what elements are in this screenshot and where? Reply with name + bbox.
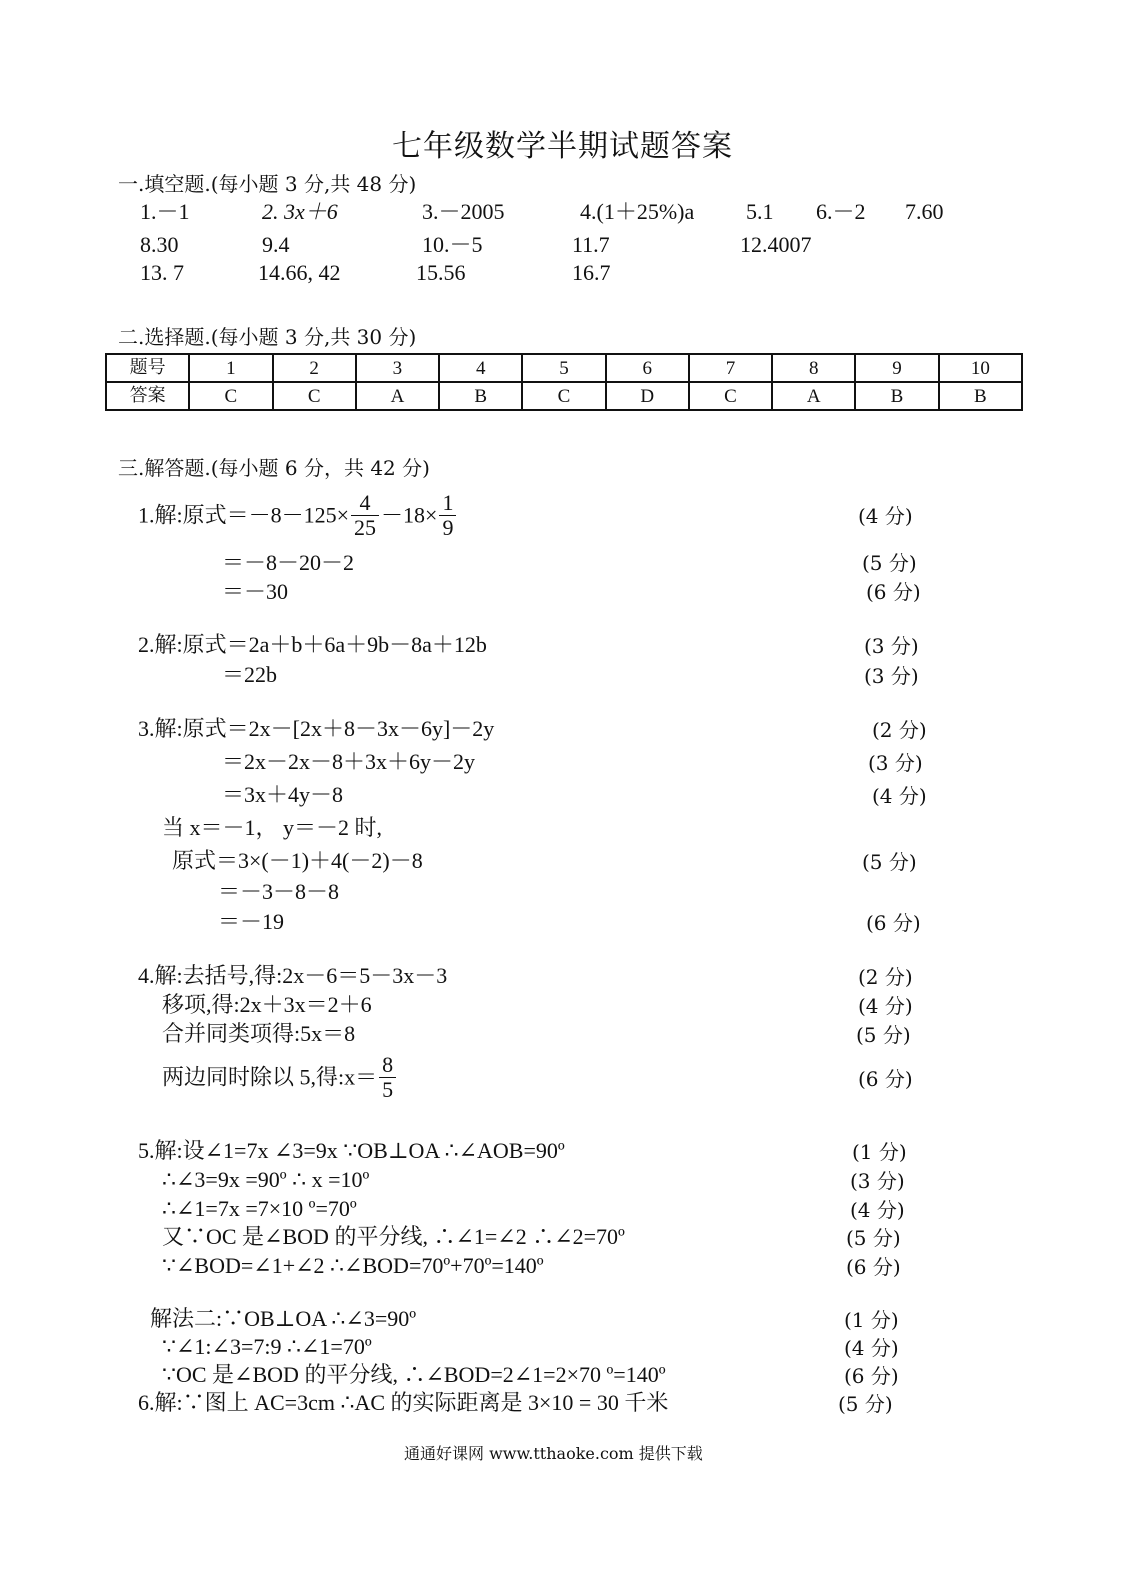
score-label: (2 分) xyxy=(872,718,927,742)
table-cell: B xyxy=(855,382,938,410)
score-label: (4 分) xyxy=(858,994,913,1018)
fill-answer: 10.－5 xyxy=(422,232,483,257)
page-title: 七年级数学半期试题答案 xyxy=(392,129,733,164)
fill-answer: 1.－1 xyxy=(140,199,190,224)
table-cell: 1 xyxy=(189,354,272,382)
score-label: (5 分) xyxy=(846,1226,901,1250)
problem1-expression: －18× xyxy=(381,502,438,528)
problem4-line1: 4.解:去括号,得:2x－6＝5－3x－3 xyxy=(138,963,448,988)
table-cell: A xyxy=(772,382,855,410)
problem2-line1: 2.解:原式＝2a＋b＋6a＋9b－8a＋12b xyxy=(138,632,487,657)
fill-answer: 13. 7 xyxy=(140,260,184,285)
problem3-line1: 3.解:原式＝2x－[2x＋8－3x－6y]－2y xyxy=(138,716,495,741)
score-label: (5 分) xyxy=(838,1392,893,1416)
problem1-line2: ＝－8－20－2 xyxy=(222,550,355,575)
score-label: (4 分) xyxy=(858,504,913,528)
score-label: (3 分) xyxy=(850,1169,905,1193)
score-label: (5 分) xyxy=(856,1023,911,1047)
table-cell: 2 xyxy=(273,354,356,382)
table-cell: D xyxy=(606,382,689,410)
problem3-line5: 原式＝3×(－1)＋4(－2)－8 xyxy=(172,848,423,873)
table-cell: C xyxy=(273,382,356,410)
table-cell: A xyxy=(356,382,439,410)
problem5b-line1: 解法二:∵OB⊥OA ∴∠3=90º xyxy=(150,1306,417,1331)
problem1-line3: ＝－30 xyxy=(222,579,289,604)
fill-answer: 15.56 xyxy=(416,260,466,285)
problem5-line5: ∵∠BOD=∠1+∠2 ∴∠BOD=70º+70º=140º xyxy=(162,1253,544,1278)
problem3-line3: ＝3x＋4y－8 xyxy=(222,782,344,807)
problem4-line4 xyxy=(162,1053,398,1102)
problem1-line1 xyxy=(138,491,458,540)
score-label: (3 分) xyxy=(868,751,923,775)
problem5-line1: 5.解:设∠1=7x ∠3=9x ∵OB⊥OA ∴∠AOB=90º xyxy=(138,1138,565,1163)
fraction-denominator: 9 xyxy=(442,515,454,541)
answer-table xyxy=(105,353,1023,411)
table-cell: 4 xyxy=(439,354,522,382)
score-label: (4 分) xyxy=(850,1198,905,1222)
table-cell: 8 xyxy=(772,354,855,382)
fraction xyxy=(351,491,379,540)
table-header-cell: 答案 xyxy=(106,382,189,410)
problem2-line2: ＝22b xyxy=(222,662,278,687)
problem3-line6: ＝－3－8－8 xyxy=(218,879,340,904)
problem3-line2: ＝2x－2x－8＋3x＋6y－2y xyxy=(222,749,476,774)
fill-answer: 12.4007 xyxy=(740,232,812,257)
fill-answer: 9.4 xyxy=(262,232,290,257)
table-cell: 3 xyxy=(356,354,439,382)
table-cell: C xyxy=(189,382,272,410)
problem1-expression: 1.解:原式＝－8－125× xyxy=(138,502,350,528)
problem4-line3: 合并同类项得:5x＝8 xyxy=(162,1021,356,1046)
table-cell: C xyxy=(522,382,605,410)
problem3-line4: 当 x＝－1， y＝－2 时, xyxy=(162,815,383,840)
fill-answer: 4.(1＋25%)a xyxy=(580,199,695,224)
fill-answer: 11.7 xyxy=(572,232,610,257)
table-header-cell: 题号 xyxy=(106,354,189,382)
score-label: (2 分) xyxy=(858,965,913,989)
table-row-answers xyxy=(106,382,1022,410)
score-label: (3 分) xyxy=(864,664,919,688)
table-cell: B xyxy=(439,382,522,410)
problem5-line2: ∴∠3=9x =90º ∴ x =10º xyxy=(162,1167,370,1192)
section1-heading: 一.填空题.(每小题 3 分,共 48 分) xyxy=(118,172,417,196)
score-label: (5 分) xyxy=(862,850,917,874)
fill-answer: 7.60 xyxy=(905,199,944,224)
problem5-line4: 又∵OC 是∠BOD 的平分线, ∴∠1=∠2 ∴∠2=70º xyxy=(162,1224,625,1249)
fill-answer: 16.7 xyxy=(572,260,611,285)
fill-answer: 6.－2 xyxy=(816,199,866,224)
score-label: (1 分) xyxy=(844,1308,899,1332)
problem4-line2: 移项,得:2x＋3x＝2＋6 xyxy=(162,992,372,1017)
fill-answer: 3.－2005 xyxy=(422,199,505,224)
table-cell: 6 xyxy=(606,354,689,382)
table-cell: 9 xyxy=(855,354,938,382)
fill-answer: 5.1 xyxy=(746,199,774,224)
fraction-denominator: 25 xyxy=(354,515,377,541)
table-cell: 10 xyxy=(939,354,1022,382)
table-cell: B xyxy=(939,382,1022,410)
section3-heading: 三.解答题.(每小题 6 分，共 42 分) xyxy=(118,456,430,480)
table-cell: 5 xyxy=(522,354,605,382)
score-label: (4 分) xyxy=(844,1336,899,1360)
section2-heading: 二.选择题.(每小题 3 分,共 30 分) xyxy=(118,325,417,349)
score-label: (6 分) xyxy=(858,1067,913,1091)
problem4-expression: 两边同时除以 5,得:x＝ xyxy=(162,1064,378,1090)
table-cell: C xyxy=(689,382,772,410)
problem5b-line2: ∵∠1:∠3=7:9 ∴∠1=70º xyxy=(162,1334,372,1359)
table-row-questions xyxy=(106,354,1022,382)
fraction-denominator: 5 xyxy=(382,1077,394,1103)
score-label: (6 分) xyxy=(866,911,921,935)
score-label: (6 分) xyxy=(846,1255,901,1279)
fraction-numerator: 4 xyxy=(351,491,379,516)
problem3-line7: ＝－19 xyxy=(218,909,285,934)
table-cell: 7 xyxy=(689,354,772,382)
score-label: (3 分) xyxy=(864,634,919,658)
score-label: (1 分) xyxy=(852,1140,907,1164)
score-label: (6 分) xyxy=(866,580,921,604)
fill-answer: 14.66, 42 xyxy=(258,260,341,285)
score-label: (6 分) xyxy=(844,1364,899,1388)
footer-source: 通通好课网 www.tthaoke.com 提供下载 xyxy=(404,1444,703,1463)
fraction-numerator: 8 xyxy=(379,1053,396,1078)
fraction-numerator: 1 xyxy=(439,491,456,516)
problem5-line3: ∴∠1=7x =7×10 º=70º xyxy=(162,1196,357,1221)
score-label: (5 分) xyxy=(862,551,917,575)
fill-answer: 8.30 xyxy=(140,232,179,257)
problem6-line1: 6.解:∵图上 AC=3cm ∴AC 的实际距离是 3×10 = 30 千米 xyxy=(138,1390,669,1415)
fraction xyxy=(439,491,456,540)
fraction xyxy=(379,1053,396,1102)
score-label: (4 分) xyxy=(872,784,927,808)
problem5b-line3: ∵OC 是∠BOD 的平分线, ∴∠BOD=2∠1=2×70 º=140º xyxy=(162,1362,666,1387)
fill-answer: 2. 3x＋6 xyxy=(262,199,338,224)
